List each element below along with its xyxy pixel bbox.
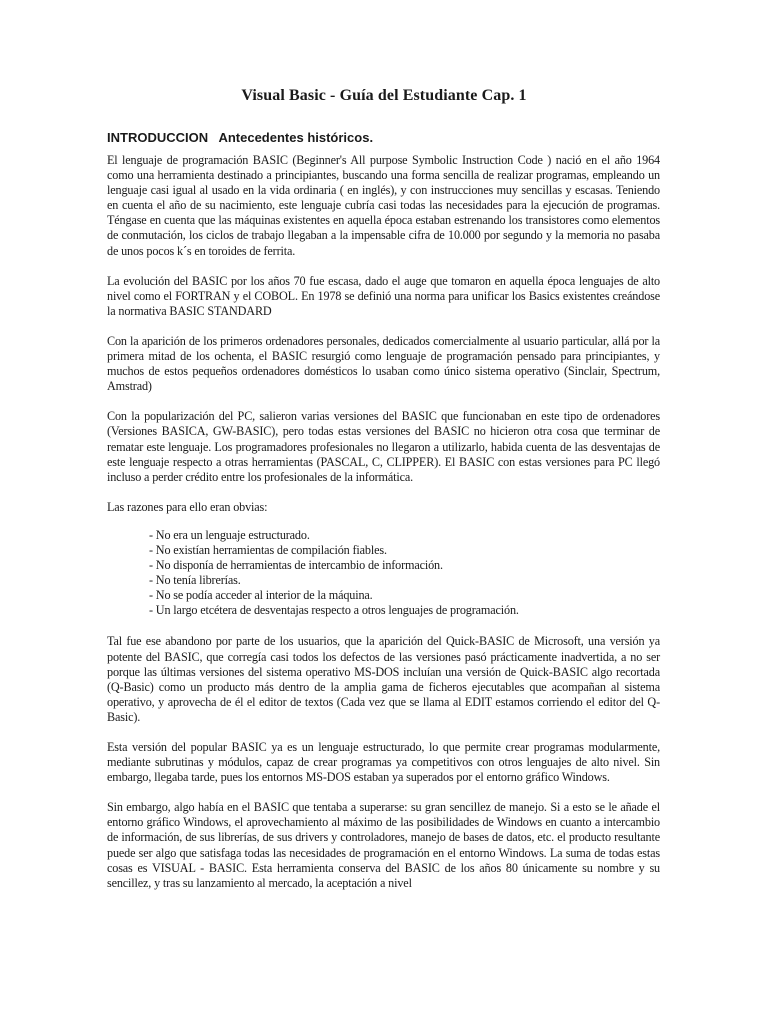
list-item: - No era un lenguaje estructurado. bbox=[149, 527, 310, 542]
paragraph-structured-basic: Esta versión del popular BASIC ya es un lenguaje estructurado, lo que permite crear programas modularmente, mediante subrutinas y módulos, capaz de crear programas ya competitivos con otros lenguajes de alto nivel. Sin embargo, llegaba tarde, pues los entornos MS-DOS estaban ya superados por el entorno gráfico Windows. bbox=[107, 740, 660, 785]
document-body bbox=[107, 153, 660, 906]
paragraph-pc-versions: Con la popularización del PC, salieron varias versiones del BASIC que funcionaban en este tipo de ordenadores (Versiones BASICA, GW-BASIC), pero todas estas versiones del BASIC no hicieron otra cosa que terminar de rematar este lenguaje. Los programadores profesionales no llegaron a utilizarlo, habida cuenta de las desventajas de este lenguaje respecto a otras herramientas (PASCAL, C, CLIPPER). El BASIC con estas versiones para PC llegó incluso a perder crédito entre los profesionales de la informática. bbox=[107, 409, 660, 484]
document-title: Visual Basic - Guía del Estudiante Cap. 1 bbox=[241, 87, 527, 104]
list-item: - No disponía de herramientas de intercambio de información. bbox=[149, 558, 443, 573]
list-item: - No se podía acceder al interior de la máquina. bbox=[149, 588, 373, 603]
list-item: - No tenía librerías. bbox=[149, 573, 241, 588]
section-heading: INTRODUCCION Antecedentes históricos. bbox=[107, 130, 374, 145]
list-item: - Un largo etcétera de desventajas respecto a otros lenguajes de programación. bbox=[149, 603, 519, 618]
paragraph-seventies: La evolución del BASIC por los años 70 fue escasa, dado el auge que tomaron en aquella época lenguajes de alto nivel como el FORTRAN y el COBOL. En 1978 se definió una norma para unificar los Basics existentes creándose la normativa BASIC STANDARD bbox=[107, 273, 660, 318]
list-item: - No existían herramientas de compilación fiables. bbox=[149, 542, 387, 557]
paragraph-quick-basic: Tal fue ese abandono por parte de los usuarios, que la aparición del Quick-BASIC de Microsoft, una versión ya potente del BASIC, que corregía casi todos los defectos de las versiones pasó prácticamente inadvertida, a no ser porque las últimas versiones del sistema operativo MS-DOS incluían una versión de Quick-BASIC algo recortada (Q-Basic) como un producto más dentro de la amplia gama de ficheros ejecutables que acompañan al sistema operativo, y aprovecha de él el editor de textos (Cada vez que se llama al EDIT estamos corriendo el editor del Q-Basic). bbox=[107, 634, 660, 724]
paragraph-personal-computers: Con la aparición de los primeros ordenadores personales, dedicados comercialmente al usuario particular, allá por la primera mitad de los ochenta, el BASIC resurgió como lenguaje de programación pensado para principiantes, y muchos de estos pequeños ordenadores domésticos lo usaban como único sistema operativo (Sinclair, Spectrum, Amstrad) bbox=[107, 333, 660, 394]
reasons-list bbox=[107, 528, 660, 619]
paragraph-origins: El lenguaje de programación BASIC (Beginner's All purpose Symbolic Instruction Code ) nació en el año 1964 como una herramienta destinado a principiantes, buscando una forma sencilla de realizar programas, empleando un lenguaje casi igual al usado en la vida ordinaria ( en inglés), y con instrucciones muy sencillas y escasas. Teniendo en cuenta el año de su nacimiento, este lenguaje cubría casi todas las necesidades para la ejecución de programas. Téngase en cuenta que las máquinas existentes en aquella época estaban estrenando los transistores como elementos de conmutación, los ciclos de trabajo llegaban a la impensable cifra de 10.000 por segundo y la memoria no pasaba de unos pocos k´s en toroides de ferrita. bbox=[107, 153, 660, 258]
paragraph-reasons-intro: Las razones para ello eran obvias: bbox=[107, 499, 268, 514]
paragraph-visual-basic: Sin embargo, algo había en el BASIC que tentaba a superarse: su gran sencillez de manejo. Si a esto se le añade el entorno gráfico Windows, el aprovechamiento al máximo de las posibilidades de Windows en cuanto a intercambio de información, de sus librerías, de sus drivers y controladores, manejo de bases de datos, etc. el producto resultante puede ser algo que satisfaga todas las necesidades de programación en el entorno Windows. La suma de todas estas cosas es VISUAL - BASIC. Esta herramienta conserva del BASIC de los años 80 únicamente su nombre y su sencillez, y tras su lanzamiento al mercado, la aceptación a nivel bbox=[107, 800, 660, 890]
